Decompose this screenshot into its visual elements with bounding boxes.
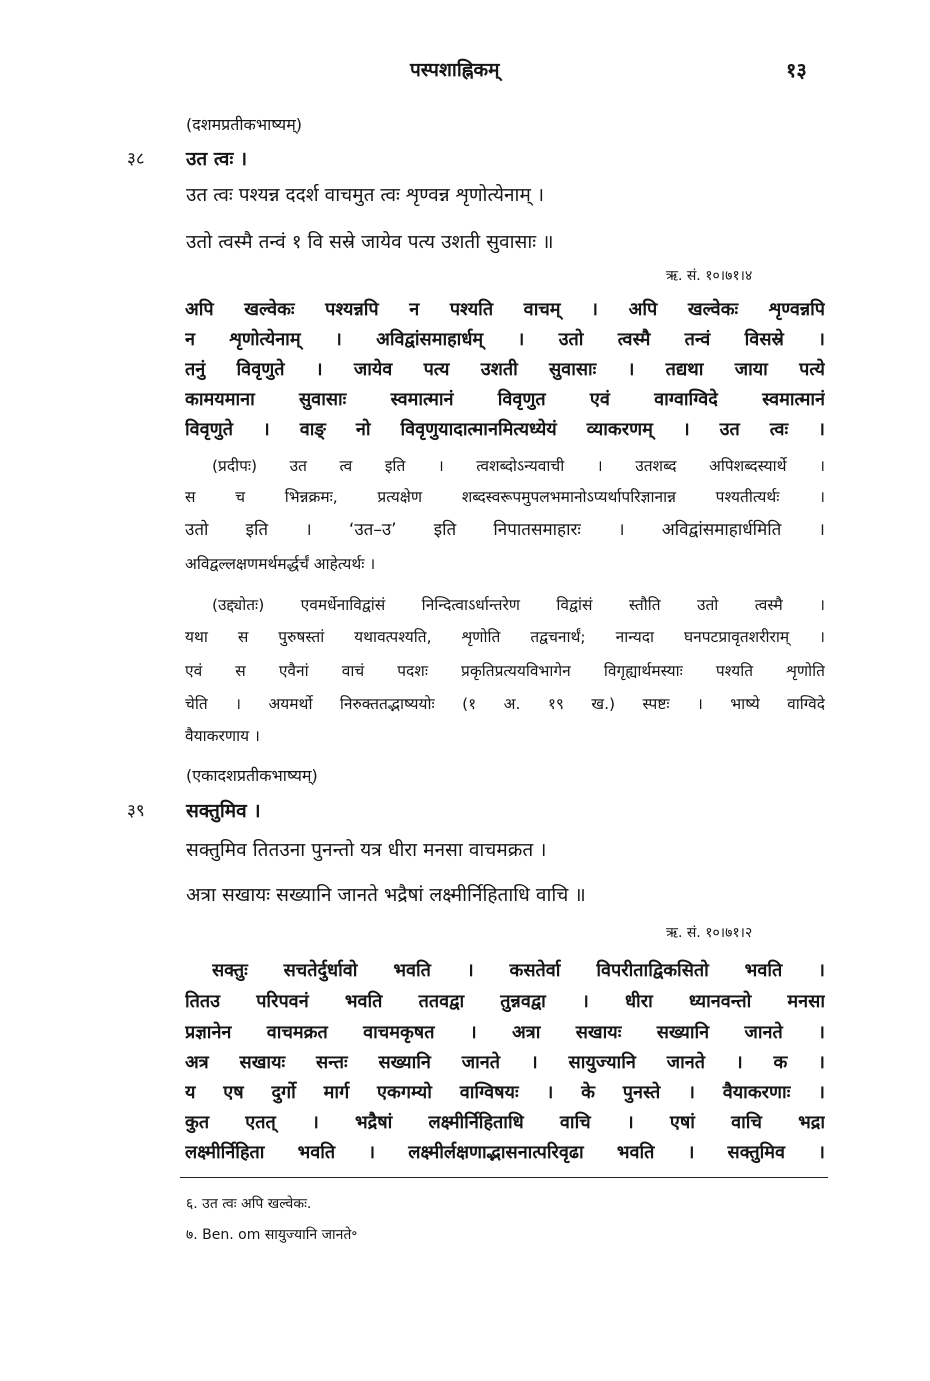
uddyota-line: वैयाकरणाय । xyxy=(185,727,260,745)
footnote-rule xyxy=(180,1177,828,1178)
running-head: पस्पशाह्निकम् xyxy=(410,59,500,81)
pradipa-line: (प्रदीपः) उत त्व इति । त्वशब्दोऽन्यवाची । उतशब्द अपिशब्दस्यार्थे । xyxy=(212,457,825,475)
verse-line: सक्तुमिव तितउना पुनन्तो यत्र धीरा मनसा वाचमक्रत । xyxy=(186,839,547,861)
section-number: ३९ xyxy=(127,801,145,821)
footnote: ६. उत त्वः अपि खल्वेकः. xyxy=(186,1196,312,1212)
bhashya-line: य एष दुर्गो मार्ग एकगम्यो वाग्विषयः । के पुनस्ते । वैयाकरणाः । xyxy=(185,1082,825,1103)
uddyota-line: एवं स एवैनां वाचं पदशः प्रकृतिप्रत्ययविभागेन विगृह्यार्थमस्याः पश्यति शृणोति xyxy=(185,662,825,680)
verse-reference: ऋ. सं. १०।७१।४ xyxy=(666,268,753,284)
uddyota-line: (उद्द्योतः) एवमर्धेनाविद्वांसं निन्दित्वाऽर्धान्तरेण विद्वांसं स्तौति उतो त्वस्मै । xyxy=(212,596,825,614)
pradipa-line: उतो इति । ‘उत–उ’ इति निपातसमाहारः । अविद्वांसमाहार्धमिति । xyxy=(185,520,825,540)
section-title: (दशमप्रतीकभाष्यम्) xyxy=(186,115,303,134)
verse-reference: ऋ. सं. १०।७१।२ xyxy=(666,925,753,941)
page-number: १३ xyxy=(786,58,807,82)
bhashya-line: न शृणोत्येनाम् । अविद्वांसमाहार्धम् । उतो त्वस्मै तन्वं विसस्रे । xyxy=(185,329,825,350)
verse-line: अत्रा सखायः सख्यानि जानते भद्रैषां लक्ष्मीर्निहिताधि वाचि ॥ xyxy=(186,884,586,906)
bhashya-line: सक्तुः सचतेर्दुर्धावो भवति । कसतेर्वा विपरीताद्विकसितो भवति । xyxy=(212,960,825,981)
pradipa-line: स च भिन्नक्रमः, प्रत्यक्षेण शब्दस्वरूपमुपलभमानोऽप्यर्थापरिज्ञानान्न पश्यतीत्यर्थः । xyxy=(185,488,825,506)
bhashya-line: प्रज्ञानेन वाचमक्रत वाचमकृषत । अत्रा सखायः सख्यानि जानते । xyxy=(185,1022,825,1043)
bhashya-line: कामयमाना सुवासाः स्वमात्मानं विवृणुत एवं वाग्वाग्विदे स्वमात्मानं xyxy=(185,389,825,410)
bhashya-line: तनुं विवृणुते । जायेव पत्य उशती सुवासाः । तद्यथा जाया पत्ये xyxy=(185,359,825,380)
bhashya-line: लक्ष्मीर्निहिता भवति । लक्ष्मीर्लक्षणाद्भासनात्परिवृढा भवति । सक्तुमिव । xyxy=(185,1142,825,1163)
footnote: ७. Ben. om सायुज्यानि जानते॰ xyxy=(186,1227,358,1243)
bhashya-line: कुत एतत् । भद्रैषां लक्ष्मीर्निहिताधि वाचि । एषां वाचि भद्रा xyxy=(185,1112,825,1133)
bhashya-line: अत्र सखायः सन्तः सख्यानि जानते । सायुज्यानि जानते । क । xyxy=(185,1052,825,1073)
section-number: ३८ xyxy=(127,149,145,169)
bhashya-line: अपि खल्वेकः पश्यन्नपि न पश्यति वाचम् । अपि खल्वेकः शृण्वन्नपि xyxy=(185,299,825,320)
verse-line: उतो त्वस्मै तन्वं १ वि सस्रे जायेव पत्य उशती सुवासाः ॥ xyxy=(186,231,554,253)
uddyota-line: यथा स पुरुषस्तां यथावत्पश्यति, शृणोति तद्वचनार्थं; नान्यदा घनपटप्रावृतशरीराम् । xyxy=(185,628,825,646)
section-title: (एकादशप्रतीकभाष्यम्) xyxy=(186,766,318,785)
bhashya-line: तितउ परिपवनं भवति ततवद्वा तुन्नवद्वा । धीरा ध्यानवन्तो मनसा xyxy=(185,991,825,1012)
lemma: उत त्वः । xyxy=(186,148,248,170)
pradipa-line: अविद्वल्लक्षणमर्थमर्द्धर्चं आहेत्यर्थः । xyxy=(185,555,376,573)
lemma: सक्तुमिव । xyxy=(186,800,261,822)
verse-line: उत त्वः पश्यन्न ददर्श वाचमुत त्वः शृण्वन्न शृणोत्येनाम् । xyxy=(186,184,545,206)
bhashya-line: विवृणुते । वाङ् नो विवृणुयादात्मानमित्यध्येयं व्याकरणम् । उत त्वः । xyxy=(185,419,825,440)
uddyota-line: चेति । अयमर्थो निरुक्ततद्भाष्ययोः (१ अ. १९ ख.) स्पष्टः । भाष्ये वाग्विदे xyxy=(185,695,825,713)
